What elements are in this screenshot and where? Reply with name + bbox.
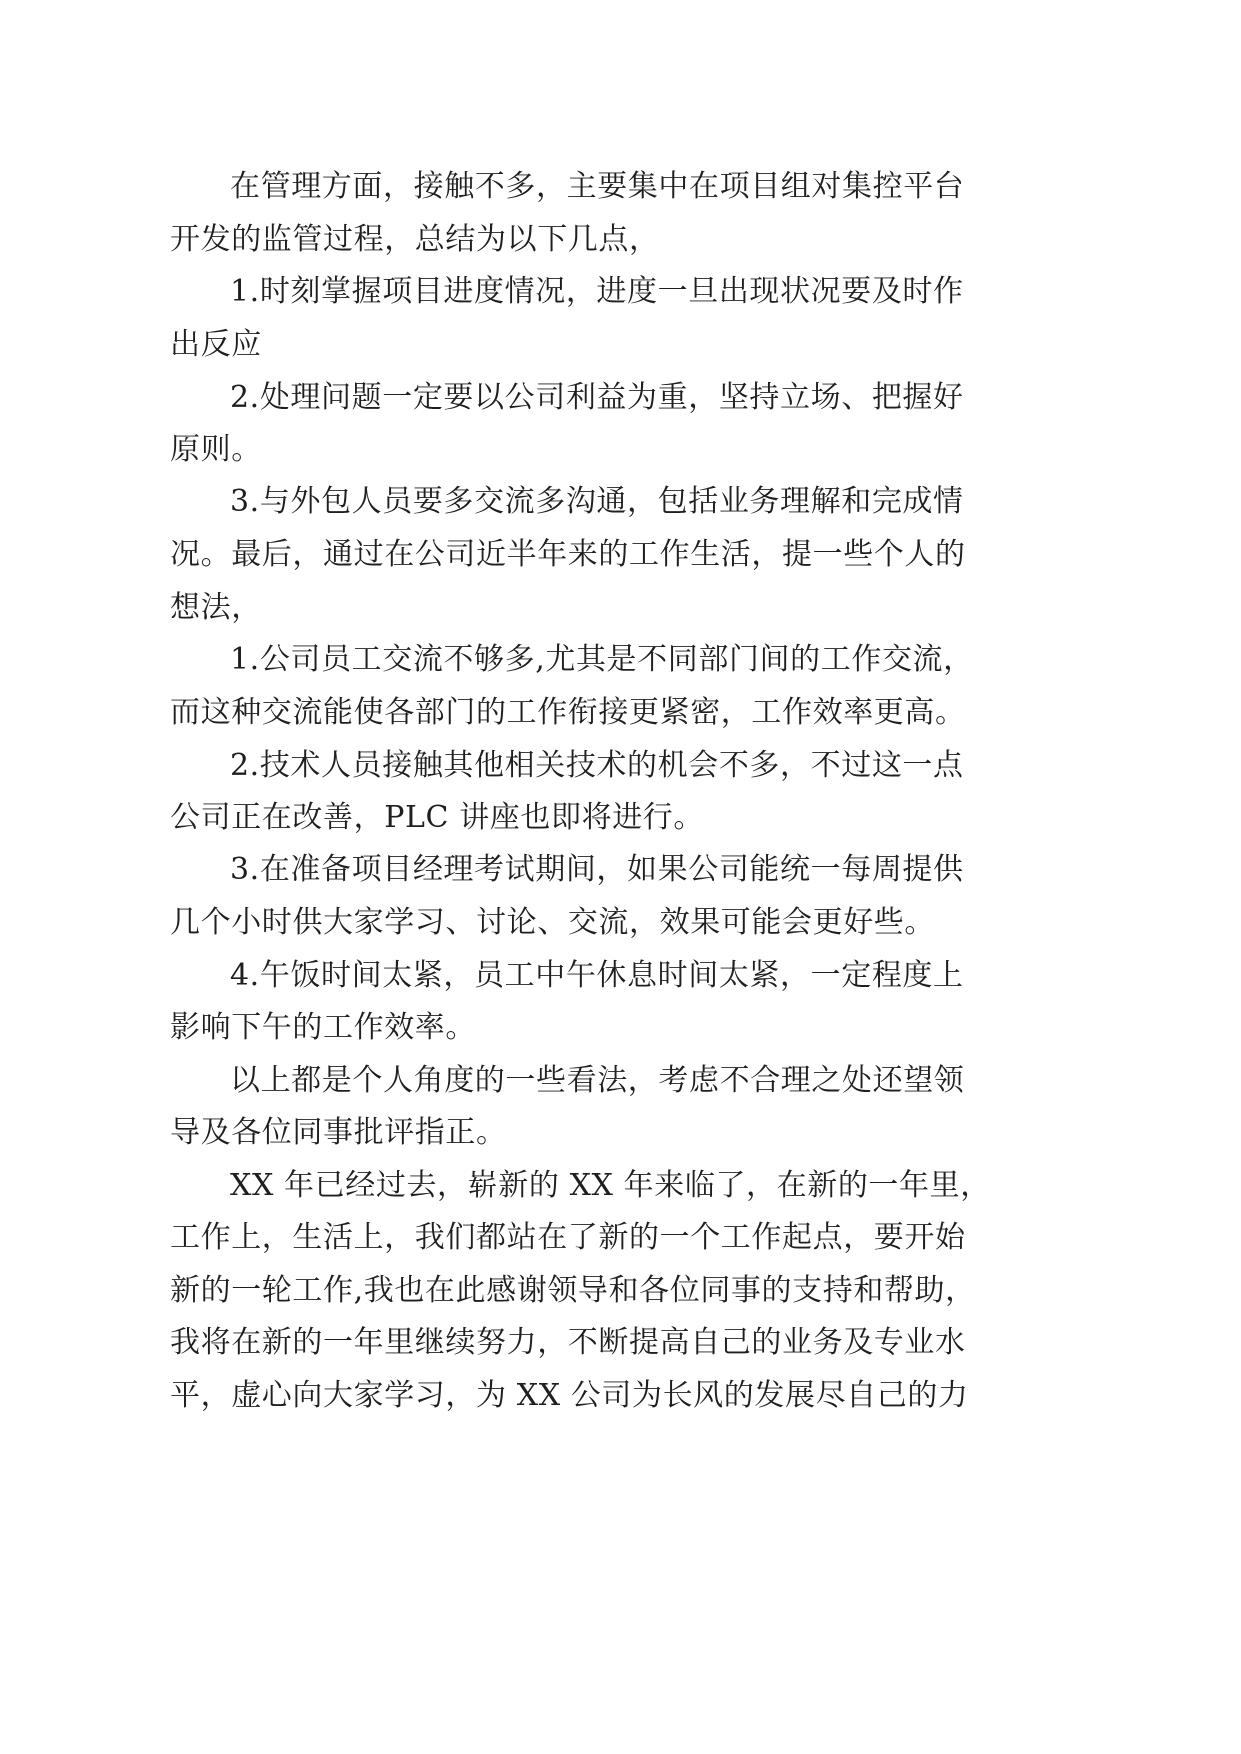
text-line [0,157,1241,217]
text-line [0,736,1241,796]
text-line [0,315,1241,375]
line-text: 工作上，生活上，我们都站在了新的一个工作起点，要开始 [170,1220,966,1255]
line-text: 1.时刻掌握项目进度情况，进度一旦出现状况要及时作 [230,274,964,309]
text-line [0,1103,1241,1163]
text-line [0,1366,1241,1426]
line-text: 导及各位同事批评指正。 [170,1115,507,1150]
text-line [0,840,1241,900]
line-text: 平，虚心向大家学习，为 XX 公司为长风的发展尽自己的力 [170,1378,969,1413]
line-text: 而这种交流能使各部门的工作衔接更紧密，工作效率更高。 [170,695,966,730]
text-line [0,210,1241,270]
line-text: 2.处理问题一定要以公司利益为重，坚持立场、把握好 [230,380,964,415]
line-text: 出反应 [170,327,262,362]
text-line [0,893,1241,953]
line-text: 开发的监管过程，总结为以下几点， [170,222,660,257]
text-line [0,368,1241,428]
line-text: 况。最后，通过在公司近半年来的工作生活，提一些个人的 [170,537,966,572]
text-line [0,683,1241,743]
text-line [0,578,1241,638]
text-line [0,630,1241,690]
line-text: 2.技术人员接触其他相关技术的机会不多，不过这一点 [230,748,964,783]
line-text: 3.与外包人员要多交流多沟通，包括业务理解和完成情 [230,484,964,519]
text-line [0,472,1241,532]
text-line [0,998,1241,1058]
line-text: 在管理方面，接触不多，主要集中在项目组对集控平台 [230,169,965,204]
text-line [0,525,1241,585]
text-line [0,946,1241,1006]
line-text: 影响下午的工作效率。 [170,1010,476,1045]
line-text: 新的一轮工作,我也在此感谢领导和各位同事的支持和帮助， [170,1273,976,1308]
line-text: 几个小时供大家学习、讨论、交流，效果可能会更好些。 [170,905,935,940]
text-line [0,420,1241,480]
line-text: 以上都是个人角度的一些看法，考虑不合理之处还望领 [230,1063,965,1098]
line-text: 想法， [170,590,262,625]
text-line [0,1051,1241,1111]
text-line [0,262,1241,322]
line-text: 3.在准备项目经理考试期间，如果公司能统一每周提供 [230,852,964,887]
line-text: 原则。 [170,432,262,467]
line-text: XX 年已经过去，崭新的 XX 年来临了，在新的一年里， [230,1168,991,1203]
text-line [0,788,1241,848]
line-text: 1.公司员工交流不够多,尤其是不同部门间的工作交流， [230,642,974,677]
text-line [0,1313,1241,1373]
line-text: 4.午饭时间太紧，员工中午休息时间太紧，一定程度上 [230,958,964,993]
line-text: 我将在新的一年里继续努力，不断提高自己的业务及专业水 [170,1325,966,1360]
text-line [0,1156,1241,1216]
line-text: 公司正在改善，PLC 讲座也即将进行。 [170,800,704,835]
text-line [0,1208,1241,1268]
text-line [0,1261,1241,1321]
